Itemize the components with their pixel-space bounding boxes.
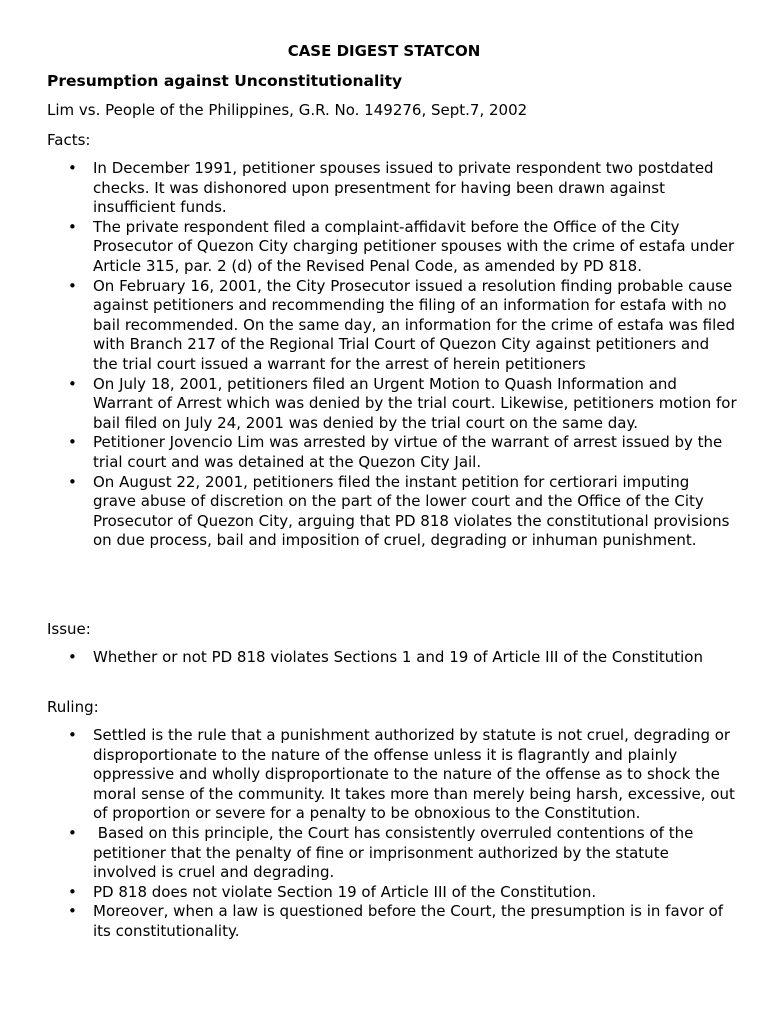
document-title: CASE DIGEST STATCON (287, 42, 481, 60)
list-item: • Whether or not PD 818 violates Sections 1 and 19 of Article III of the Constitution (47, 648, 737, 668)
facts-heading: Facts: (47, 131, 91, 149)
list-item: • In December 1991, petitioner spouses issued to private respondent two postdated checks. It was dishonored upon presentment for having been drawn against insufficient funds. (47, 159, 737, 218)
list-item: • The private respondent filed a complaint-affidavit before the Office of the City Prosecutor of Quezon City charging petitioner spouses with the crime of estafa under Article 315, par. 2 (d) of the Revised Penal Code, as amended by PD 818. (47, 218, 737, 277)
list-item: • Moreover, when a law is questioned before the Court, the presumption is in favor of its constitutionality. (47, 902, 737, 941)
issue-heading: Issue: (47, 620, 91, 638)
list-item: • On July 18, 2001, petitioners filed an Urgent Motion to Quash Information and Warrant of Arrest which was denied by the trial court. Likewise, petitioners motion for bail filed on July 24, 2001 was denied by the trial court on the same day. (47, 375, 737, 434)
list-item: • Petitioner Jovencio Lim was arrested by virtue of the warrant of arrest issued by the trial court and was detained at the Quezon City Jail. (47, 433, 737, 472)
ruling-heading: Ruling: (47, 698, 99, 716)
list-item: • On August 22, 2001, petitioners filed the instant petition for certiorari imputing grave abuse of discretion on the part of the lower court and the Office of the City Prosecutor of Quezon City, arguing that PD 818 violates the constitutional provisions on due process, bail and imposition of cruel, degrading or inhuman punishment. (47, 473, 737, 551)
ruling-list (47, 726, 737, 942)
issue-list (47, 648, 737, 668)
section-subtitle: Presumption against Unconstitutionality (47, 72, 403, 90)
list-item: • Based on this principle, the Court has consistently overruled contentions of the petitioner that the penalty of fine or imprisonment authorized by the statute involved is cruel and degrading. (47, 824, 737, 883)
list-item: • Settled is the rule that a punishment authorized by statute is not cruel, degrading or disproportionate to the nature of the offense unless it is flagrantly and plainly oppressive and wholly disproportionate to the nature of the offense as to shock the moral sense of the community. It takes more than merely being harsh, excessive, out of proportion or severe for a penalty to be obnoxious to the Constitution. (47, 726, 737, 824)
case-citation: Lim vs. People of the Philippines, G.R. No. 149276, Sept.7, 2002 (47, 101, 528, 119)
facts-list (47, 159, 737, 551)
list-item: • On February 16, 2001, the City Prosecutor issued a resolution finding probable cause against petitioners and recommending the filing of an information for estafa with no bail recommended. On the same day, an information for the crime of estafa was filed with Branch 217 of the Regional Trial Court of Quezon City against petitioners and the trial court issued a warrant for the arrest of herein petitioners (47, 277, 737, 375)
list-item: • PD 818 does not violate Section 19 of Article III of the Constitution. (47, 883, 737, 903)
